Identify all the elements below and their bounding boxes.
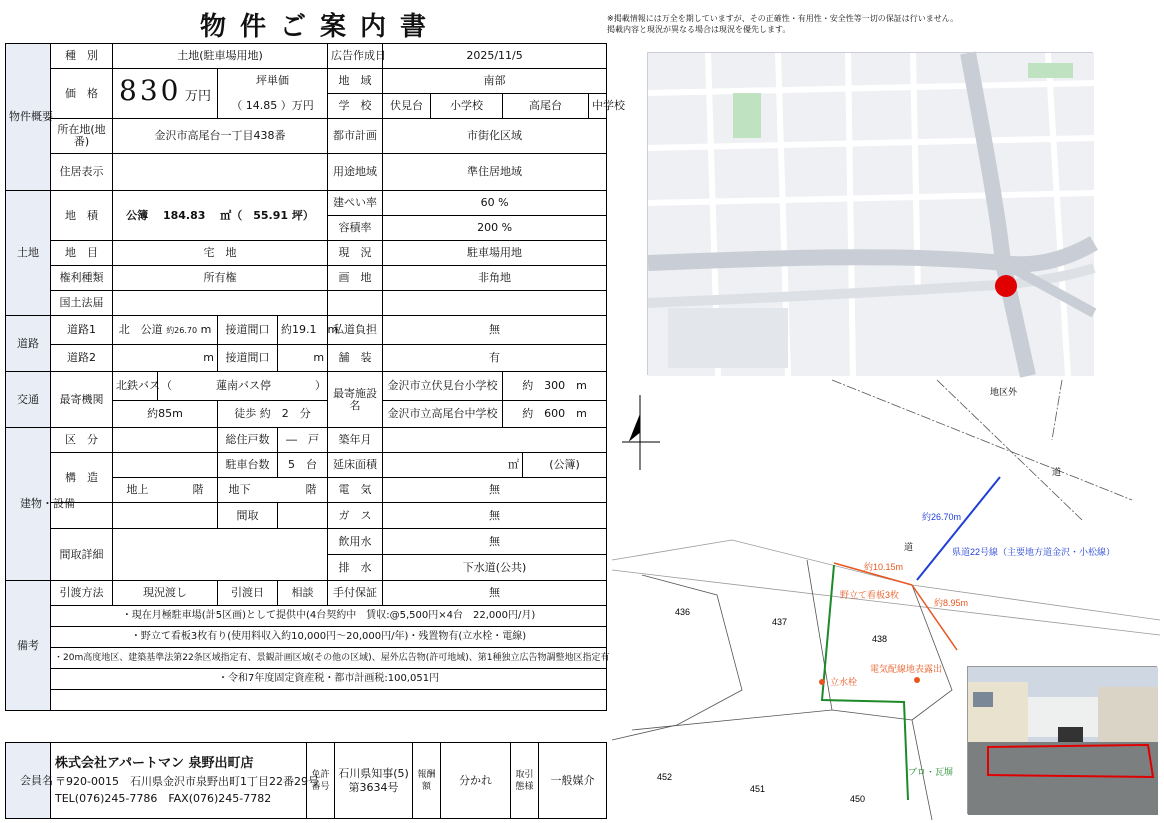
school-1-type: 小学校: [431, 94, 503, 119]
label-private-road: 私道負担: [328, 316, 383, 345]
value-bus-stop: （ 蓮南バス停 ）: [158, 372, 328, 401]
value-total-units: ― 戸: [278, 428, 328, 453]
value-land-category: 宅 地: [113, 241, 328, 266]
label-license: 免許番号: [307, 743, 335, 819]
value-bus: 北鉄バス: [113, 372, 158, 401]
value-above: 地上 階: [113, 478, 218, 503]
route-label: 県道22号線（主要地方道金沢・小松線）: [952, 547, 1116, 557]
cable-label: 電気配線地表露出: [870, 664, 943, 674]
value-facility1-dist: 約 300 m: [503, 372, 607, 401]
value-floor-unit: ㎡: [383, 453, 523, 478]
label-drain: 排 水: [338, 561, 372, 574]
value-floor-note: (公簿): [523, 453, 607, 478]
property-table: 物件概要 種 別 土地(駐車場用地) 広告作成日 2025/11/5 価 格 830 万円 坪単価 地 域 南部 （ 14.85 ）万円 学 校 伏見台 小学校 高尾台 中学校 所在地(地番) 金沢市高尾台一丁目438番 都市計画 市街化区域 住居表示 用途地域 準住居地域 土地 地 積 公簿 184.83 ㎡（ 55.91 坪） 建ぺい率 60 % 容積率 200 % 地 目 宅 地 現 況 駐車場用地 権利種類 所有権 画 地 非角地 国土法届 道路 道路1 北 公道 約26.70 m 接道間口 約19.1 m 私道負担 無 道路2 m 接道間口 m 舗 装 有 交通 最寄機関 北鉄バス （ 蓮南バス停 ） 最寄施設名 金沢市立伏見台小学校 約 300 m 約85m 徒歩 約 2 分 金沢市立高尾台中学校 約 600 m 建物・設備 区 分 総住戸数 ― 戸 築年月 構 造 駐車台数 5 台 延床面積 ㎡ (公簿) 地上 階 地下 階 電 気 無 間取 ガ ス 無 間取詳細 飲用水 排 水 無 下水道(公共) 備考 引渡方法 現況渡し 引渡日 相談 手付保証 無 ・現在月極駐車場(計5区画)として提供中(4台契約中 賃収:@5,500円×4台 22,000円/月) ・野立て看板3枚有り(使用料収入約10,000円～20,000円/年)・残置物有(立水栓・電線) ・20m高度地区、建築基準法第22条区域指定有、景観計画区域(その他の区域)、屋外広告物(許可地域)、第1種独立広告物調整地区指定有 ・令和7年度固定資産税・都市計画税:100,051円: [5, 43, 607, 711]
label-deal: 取引態様: [511, 743, 539, 819]
property-marker-icon: [995, 275, 1017, 297]
document-title: 物件ご案内書: [200, 12, 441, 42]
label-land-category: 地 目: [51, 241, 113, 266]
dist-8-label: 約8.95m: [934, 598, 969, 608]
label-built-year: 築年月: [328, 428, 383, 453]
value-electricity: 無: [383, 478, 607, 503]
label-type: 種 別: [51, 44, 113, 69]
school-2: 高尾台: [503, 94, 589, 119]
section-transport: 交通: [6, 372, 51, 428]
value-type: 土地(駐車場用地): [113, 44, 328, 69]
value-water: 無: [383, 529, 606, 555]
value-facility1: 金沢市立伏見台小学校: [383, 372, 503, 401]
dist-10-label: 約10.15m: [864, 562, 904, 572]
site-photo: [967, 666, 1157, 814]
value-ad-date: 2025/11/5: [383, 44, 607, 69]
value-gas: 無: [383, 503, 607, 529]
value-bus-dist: 約85m: [113, 401, 218, 428]
label-floor-area: 延床面積: [328, 453, 383, 478]
value-facility2-dist: 約 600 m: [503, 401, 607, 428]
value-deal: 一般媒介: [539, 743, 607, 819]
value-zoning: 準住居地域: [383, 154, 607, 191]
label-residence: 住居表示: [51, 154, 113, 191]
label-zoning: 用途地域: [328, 154, 383, 191]
label-structure: 構 造: [51, 453, 113, 503]
value-walk: 徒歩 約 2 分: [218, 401, 328, 428]
label-division: 区 分: [51, 428, 113, 453]
value-tsubo: （ 14.85 ）万円: [218, 94, 328, 119]
label-corner: 画 地: [328, 266, 383, 291]
value-paved: 有: [383, 345, 607, 372]
section-land: 土地: [6, 191, 51, 316]
label-facility: 最寄施設名: [328, 372, 383, 428]
value-road2: m: [113, 345, 218, 372]
label-location: 所在地(地番): [51, 119, 113, 154]
label-paved: 舗 装: [328, 345, 383, 372]
disclaimer: ※掲載情報には万全を期していますが、その正確性・有用性・安全性等一切の保証は行いません。 掲載内容と現況が異なる場合は現況を優先します。: [607, 14, 959, 34]
label-fee: 報酬額: [413, 743, 441, 819]
value-city-plan: 市街化区域: [383, 119, 607, 154]
value-area: 南部: [383, 69, 607, 94]
section-road: 道路: [6, 316, 51, 372]
label-price: 価 格: [51, 69, 113, 119]
label-rights: 権利種類: [51, 266, 113, 291]
value-road2-frontage: m: [278, 345, 328, 372]
label-layout: 間取: [218, 503, 278, 529]
distance-arrow-icon: [917, 477, 1000, 580]
remark-2: ・野立て看板3枚有り(使用料収入約10,000円～20,000円/年)・残置物有(立水栓・電線): [51, 627, 607, 648]
lot-436: 436: [675, 607, 691, 617]
section-building: 建物・設備: [6, 428, 51, 581]
label-area: 地 域: [328, 69, 383, 94]
label-water: 飲用水: [328, 529, 382, 555]
sign-label: 野立て看板3枚: [840, 590, 900, 600]
lot-451: 451: [750, 784, 766, 794]
label-handover-date: 引渡日: [218, 581, 278, 606]
label-nearest: 最寄機関: [51, 372, 113, 428]
label-ad-date: 広告作成日: [328, 44, 383, 69]
label-electricity: 電 気: [328, 478, 383, 503]
north-arrow-icon: [622, 395, 660, 470]
label-land-area: 地 積: [51, 191, 113, 241]
label-parking: 駐車台数: [218, 453, 278, 478]
lot-437: 437: [772, 617, 788, 627]
label-coverage: 建ぺい率: [328, 191, 383, 216]
lot-450: 450: [850, 794, 866, 804]
value-license: 石川県知事(5)第3634号: [335, 743, 413, 819]
label-school: 学 校: [328, 94, 383, 119]
value-far: 200 %: [383, 216, 607, 241]
remark-4: ・令和7年度固定資産税・都市計画税:100,051円: [51, 669, 607, 690]
company-address: 〒920-0015 石川県金沢市泉野出町1丁目22番29号: [55, 774, 319, 788]
label-total-units: 総住戸数: [218, 428, 278, 453]
label-deposit: 手付保証: [328, 581, 383, 606]
value-land-area: 公簿 184.83 ㎡（ 55.91 坪）: [113, 191, 328, 241]
company-tel: TEL(076)245-7786 FAX(076)245-7782: [55, 791, 272, 805]
road-label-1: 道: [1052, 467, 1062, 477]
value-facility2: 金沢市立高尾台中学校: [383, 401, 503, 428]
label-road1: 道路1: [51, 316, 113, 345]
lot-452: 452: [657, 772, 673, 782]
section-member: 会員名: [6, 743, 51, 819]
label-tsubo: 坪単価: [218, 69, 328, 94]
value-private-road: 無: [383, 316, 607, 345]
label-city-plan: 都市計画: [328, 119, 383, 154]
remark-1: ・現在月極駐車場(計5区画)として提供中(4台契約中 賃収:@5,500円×4台 22,000円/月): [51, 606, 607, 627]
block-label: ブロ・瓦塀: [908, 767, 954, 777]
value-handover: 現況渡し: [113, 581, 218, 606]
label-status: 現 況: [328, 241, 383, 266]
value-status: 駐車場用地: [383, 241, 607, 266]
value-deposit: 無: [383, 581, 607, 606]
dist-26-label: 約26.70m: [922, 512, 962, 522]
label-layout-detail: 間取詳細: [51, 529, 113, 581]
value-residence: [113, 154, 328, 191]
company-name: 株式会社アパートマン 泉野出町店: [55, 755, 254, 771]
section-remarks: 備考: [6, 581, 51, 711]
value-corner: 非角地: [383, 266, 607, 291]
label-handover: 引渡方法: [51, 581, 113, 606]
value-road1-frontage: 約19.1 m: [278, 316, 328, 345]
value-location: 金沢市高尾台一丁目438番: [113, 119, 328, 154]
label-frontage-2: 接道間口: [218, 345, 278, 372]
member-block: [5, 742, 606, 819]
label-far: 容積率: [328, 216, 383, 241]
right-panel: [612, 44, 1160, 820]
label-road2: 道路2: [51, 345, 113, 372]
label-national-law: 国土法届: [51, 291, 113, 316]
value-price: 830: [119, 73, 182, 107]
school-1: 伏見台: [383, 94, 431, 119]
value-below: 地下 階: [218, 478, 328, 503]
value-handover-date: 相談: [278, 581, 328, 606]
value-fee: 分かれ: [441, 743, 511, 819]
value-rights: 所有権: [113, 266, 328, 291]
map-canvas: [648, 53, 1094, 376]
remark-3: ・20m高度地区、建築基準法第22条区域指定有、景観計画区域(その他の区域)、屋外広告物(許可地域)、第1種独立広告物調整地区指定有: [51, 648, 607, 669]
value-road1: 北 公道: [118, 322, 163, 336]
value-coverage: 60 %: [383, 191, 607, 216]
value-parking: 5 台: [278, 453, 328, 478]
road-label-2: 道: [904, 542, 914, 552]
label-gas: ガ ス: [328, 503, 383, 529]
section-overview: 物件概要: [6, 44, 51, 191]
school-2-type: 中学校: [589, 94, 607, 119]
lot-438: 438: [872, 634, 888, 644]
property-sheet: [5, 43, 626, 711]
faucet-label: 立水栓: [830, 677, 858, 687]
district-out-label: 地区外: [990, 387, 1018, 397]
label-frontage-1: 接道間口: [218, 316, 278, 345]
value-drain: 下水道(公共): [462, 561, 527, 574]
location-map[interactable]: [647, 52, 1093, 375]
